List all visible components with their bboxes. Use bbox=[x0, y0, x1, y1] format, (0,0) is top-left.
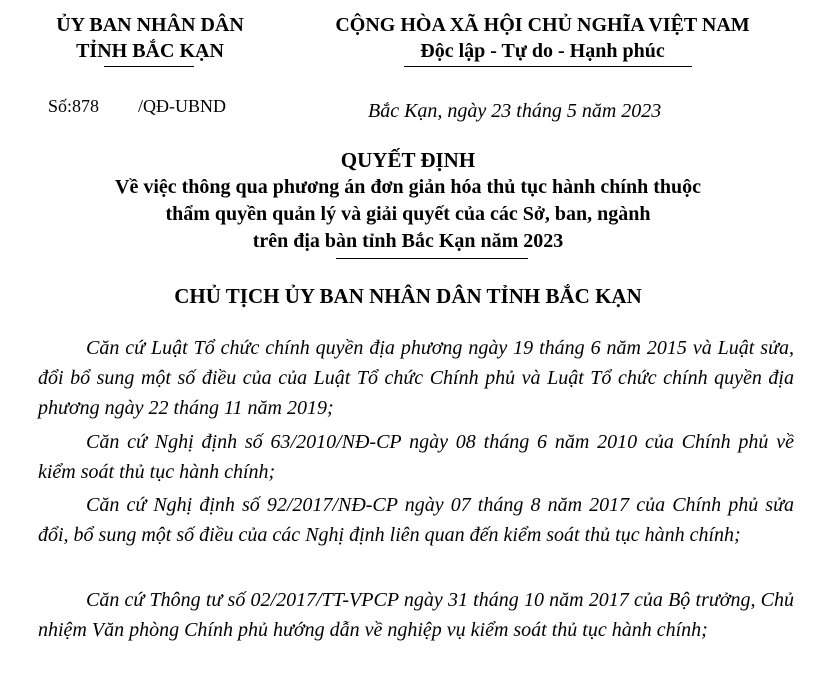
document-title: QUYẾT ĐỊNH bbox=[340, 148, 476, 172]
document-subject-line3: trên địa bàn tỉnh Bắc Kạn năm 2023 bbox=[252, 230, 564, 252]
issuing-org-line1: ỦY BAN NHÂN DÂN bbox=[56, 14, 244, 36]
document-number-suffix: /QĐ-UBND bbox=[138, 96, 226, 116]
document-number bbox=[48, 96, 226, 117]
subject-underline bbox=[336, 258, 528, 259]
legal-basis-2: Căn cứ Nghị định số 63/2010/NĐ-CP ngày 08 tháng 6 năm 2010 của Chính phủ về kiểm soát thủ tục hành chính; bbox=[38, 431, 794, 483]
document-subject-line2: thẩm quyền quản lý và giải quyết của các Sở, ban, ngành bbox=[165, 203, 651, 225]
national-title: CỘNG HÒA XÃ HỘI CHỦ NGHĨA VIỆT NAM bbox=[335, 14, 750, 36]
legal-basis-3: Căn cứ Nghị định số 92/2017/NĐ-CP ngày 07 tháng 8 năm 2017 của Chính phủ sửa đổi, bổ sung một số điều của các Nghị định liên quan đến kiểm soát thủ tục hành chính; bbox=[38, 494, 794, 546]
national-motto: Độc lập - Tự do - Hạnh phúc bbox=[420, 40, 665, 62]
issuing-org-line2: TỈNH BẮC KẠN bbox=[76, 40, 224, 62]
document-subject-line1: Về việc thông qua phương án đơn giản hóa thủ tục hành chính thuộc bbox=[115, 176, 701, 198]
org-underline bbox=[104, 66, 194, 67]
place-date: Bắc Kạn, ngày 23 tháng 5 năm 2023 bbox=[368, 100, 662, 122]
legal-basis-1: Căn cứ Luật Tổ chức chính quyền địa phương ngày 19 tháng 6 năm 2015 và Luật sửa, đổi bổ sung một số điều của của Luật Tổ chức Chính phủ và Luật Tổ chức chính quyền địa phương ngày 22 tháng 11 năm 2019; bbox=[38, 337, 794, 419]
motto-underline bbox=[404, 66, 692, 67]
issuing-authority: CHỦ TỊCH ỦY BAN NHÂN DÂN TỈNH BẮC KẠN bbox=[174, 284, 642, 308]
document-number-label: Số:878 bbox=[48, 96, 100, 116]
legal-basis-4: Căn cứ Thông tư số 02/2017/TT-VPCP ngày 31 tháng 10 năm 2017 của Bộ trưởng, Chủ nhiệm Văn phòng Chính phủ hướng dẫn về nghiệp vụ kiểm soát thủ tục hành chính; bbox=[38, 589, 794, 641]
